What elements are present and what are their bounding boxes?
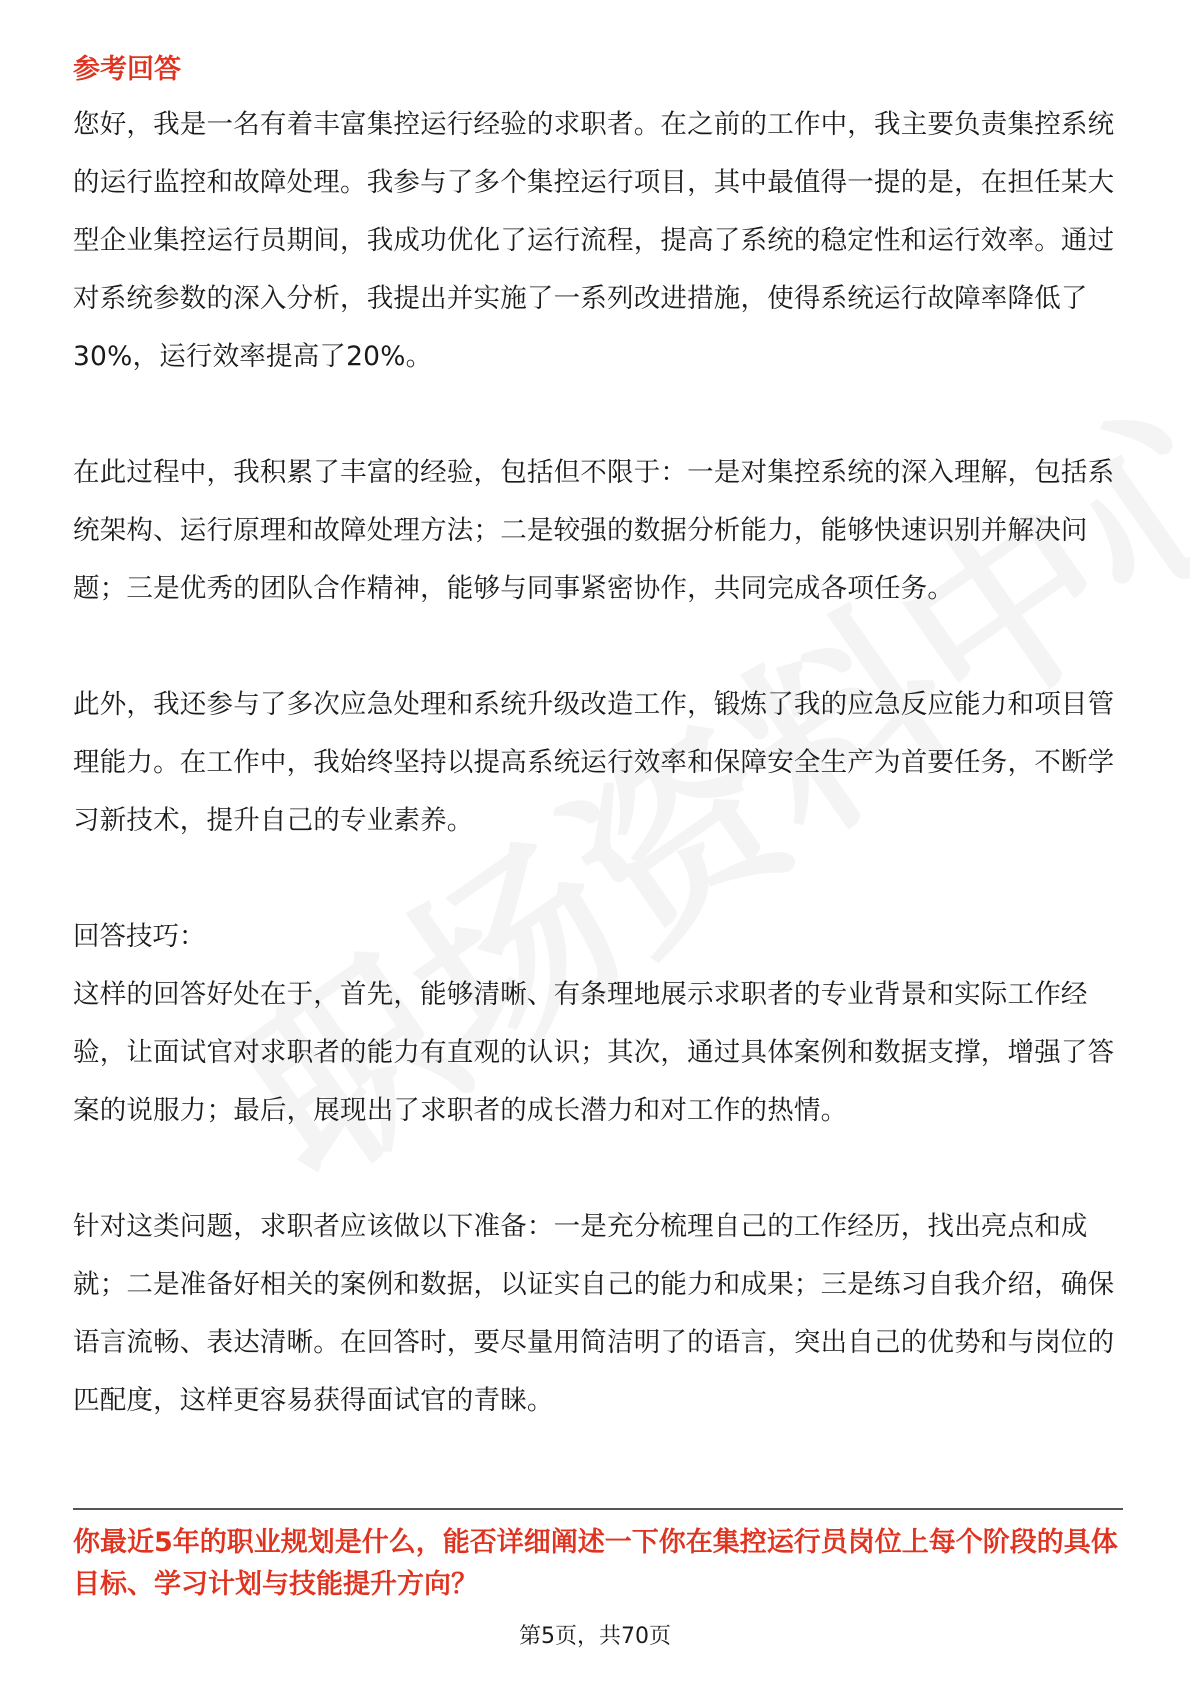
- paragraph-spacer: [73, 386, 1123, 444]
- next-question-heading: 你最近5年的职业规划是什么，能否详细阐述一下你在集控运行员岗位上每个阶段的具体目标、学习计划与技能提升方向？: [73, 1527, 1118, 1600]
- tips-heading: 回答技巧：: [73, 921, 206, 952]
- page-number: 第5页，共70页: [519, 1624, 671, 1649]
- tips-paragraph: 针对这类问题，求职者应该做以下准备：一是充分梳理自己的工作经历，找出亮点和成就；二是准备好相关的案例和数据，以证实自己的能力和成果；三是练习自我介绍，确保语言流畅、表达清晰。在回答时，要尽量用简洁明了的语言，突出自己的优势和与岗位的匹配度，这样更容易获得面试官的青睐。: [73, 1211, 1115, 1416]
- paragraph-spacer: [73, 618, 1123, 676]
- answer-paragraph: 在此过程中，我积累了丰富的经验，包括但不限于：一是对集控系统的深入理解，包括系统架构、运行原理和故障处理方法；二是较强的数据分析能力，能够快速识别并解决问题；三是优秀的团队合作精神，能够与同事紧密协作，共同完成各项任务。: [73, 457, 1115, 604]
- answer-heading: 参考回答: [73, 54, 181, 85]
- answer-paragraph: 您好，我是一名有着丰富集控运行经验的求职者。在之前的工作中，我主要负责集控系统的运行监控和故障处理。我参与了多个集控运行项目，其中最值得一提的是，在担任某大型企业集控运行员期间，我成功优化了运行流程，提高了系统的稳定性和运行效率。通过对系统参数的深入分析，我提出并实施了一系列改进措施，使得系统运行故障率降低了30%，运行效率提高了20%。: [73, 109, 1115, 372]
- tips-paragraph: 这样的回答好处在于，首先，能够清晰、有条理地展示求职者的专业背景和实际工作经验，让面试官对求职者的能力有直观的认识；其次，通过具体案例和数据支撑，增强了答案的说服力；最后，展现出了求职者的成长潜力和对工作的热情。: [73, 979, 1115, 1126]
- paragraph-spacer: [73, 850, 1123, 908]
- paragraph-spacer: [73, 1140, 1123, 1198]
- page-content: [73, 44, 1123, 1430]
- answer-paragraph: 此外，我还参与了多次应急处理和系统升级改造工作，锻炼了我的应急反应能力和项目管理能力。在工作中，我始终坚持以提高系统运行效率和保障安全生产为首要任务，不断学习新技术，提升自己的专业素养。: [73, 689, 1115, 836]
- section-divider: [73, 1508, 1123, 1510]
